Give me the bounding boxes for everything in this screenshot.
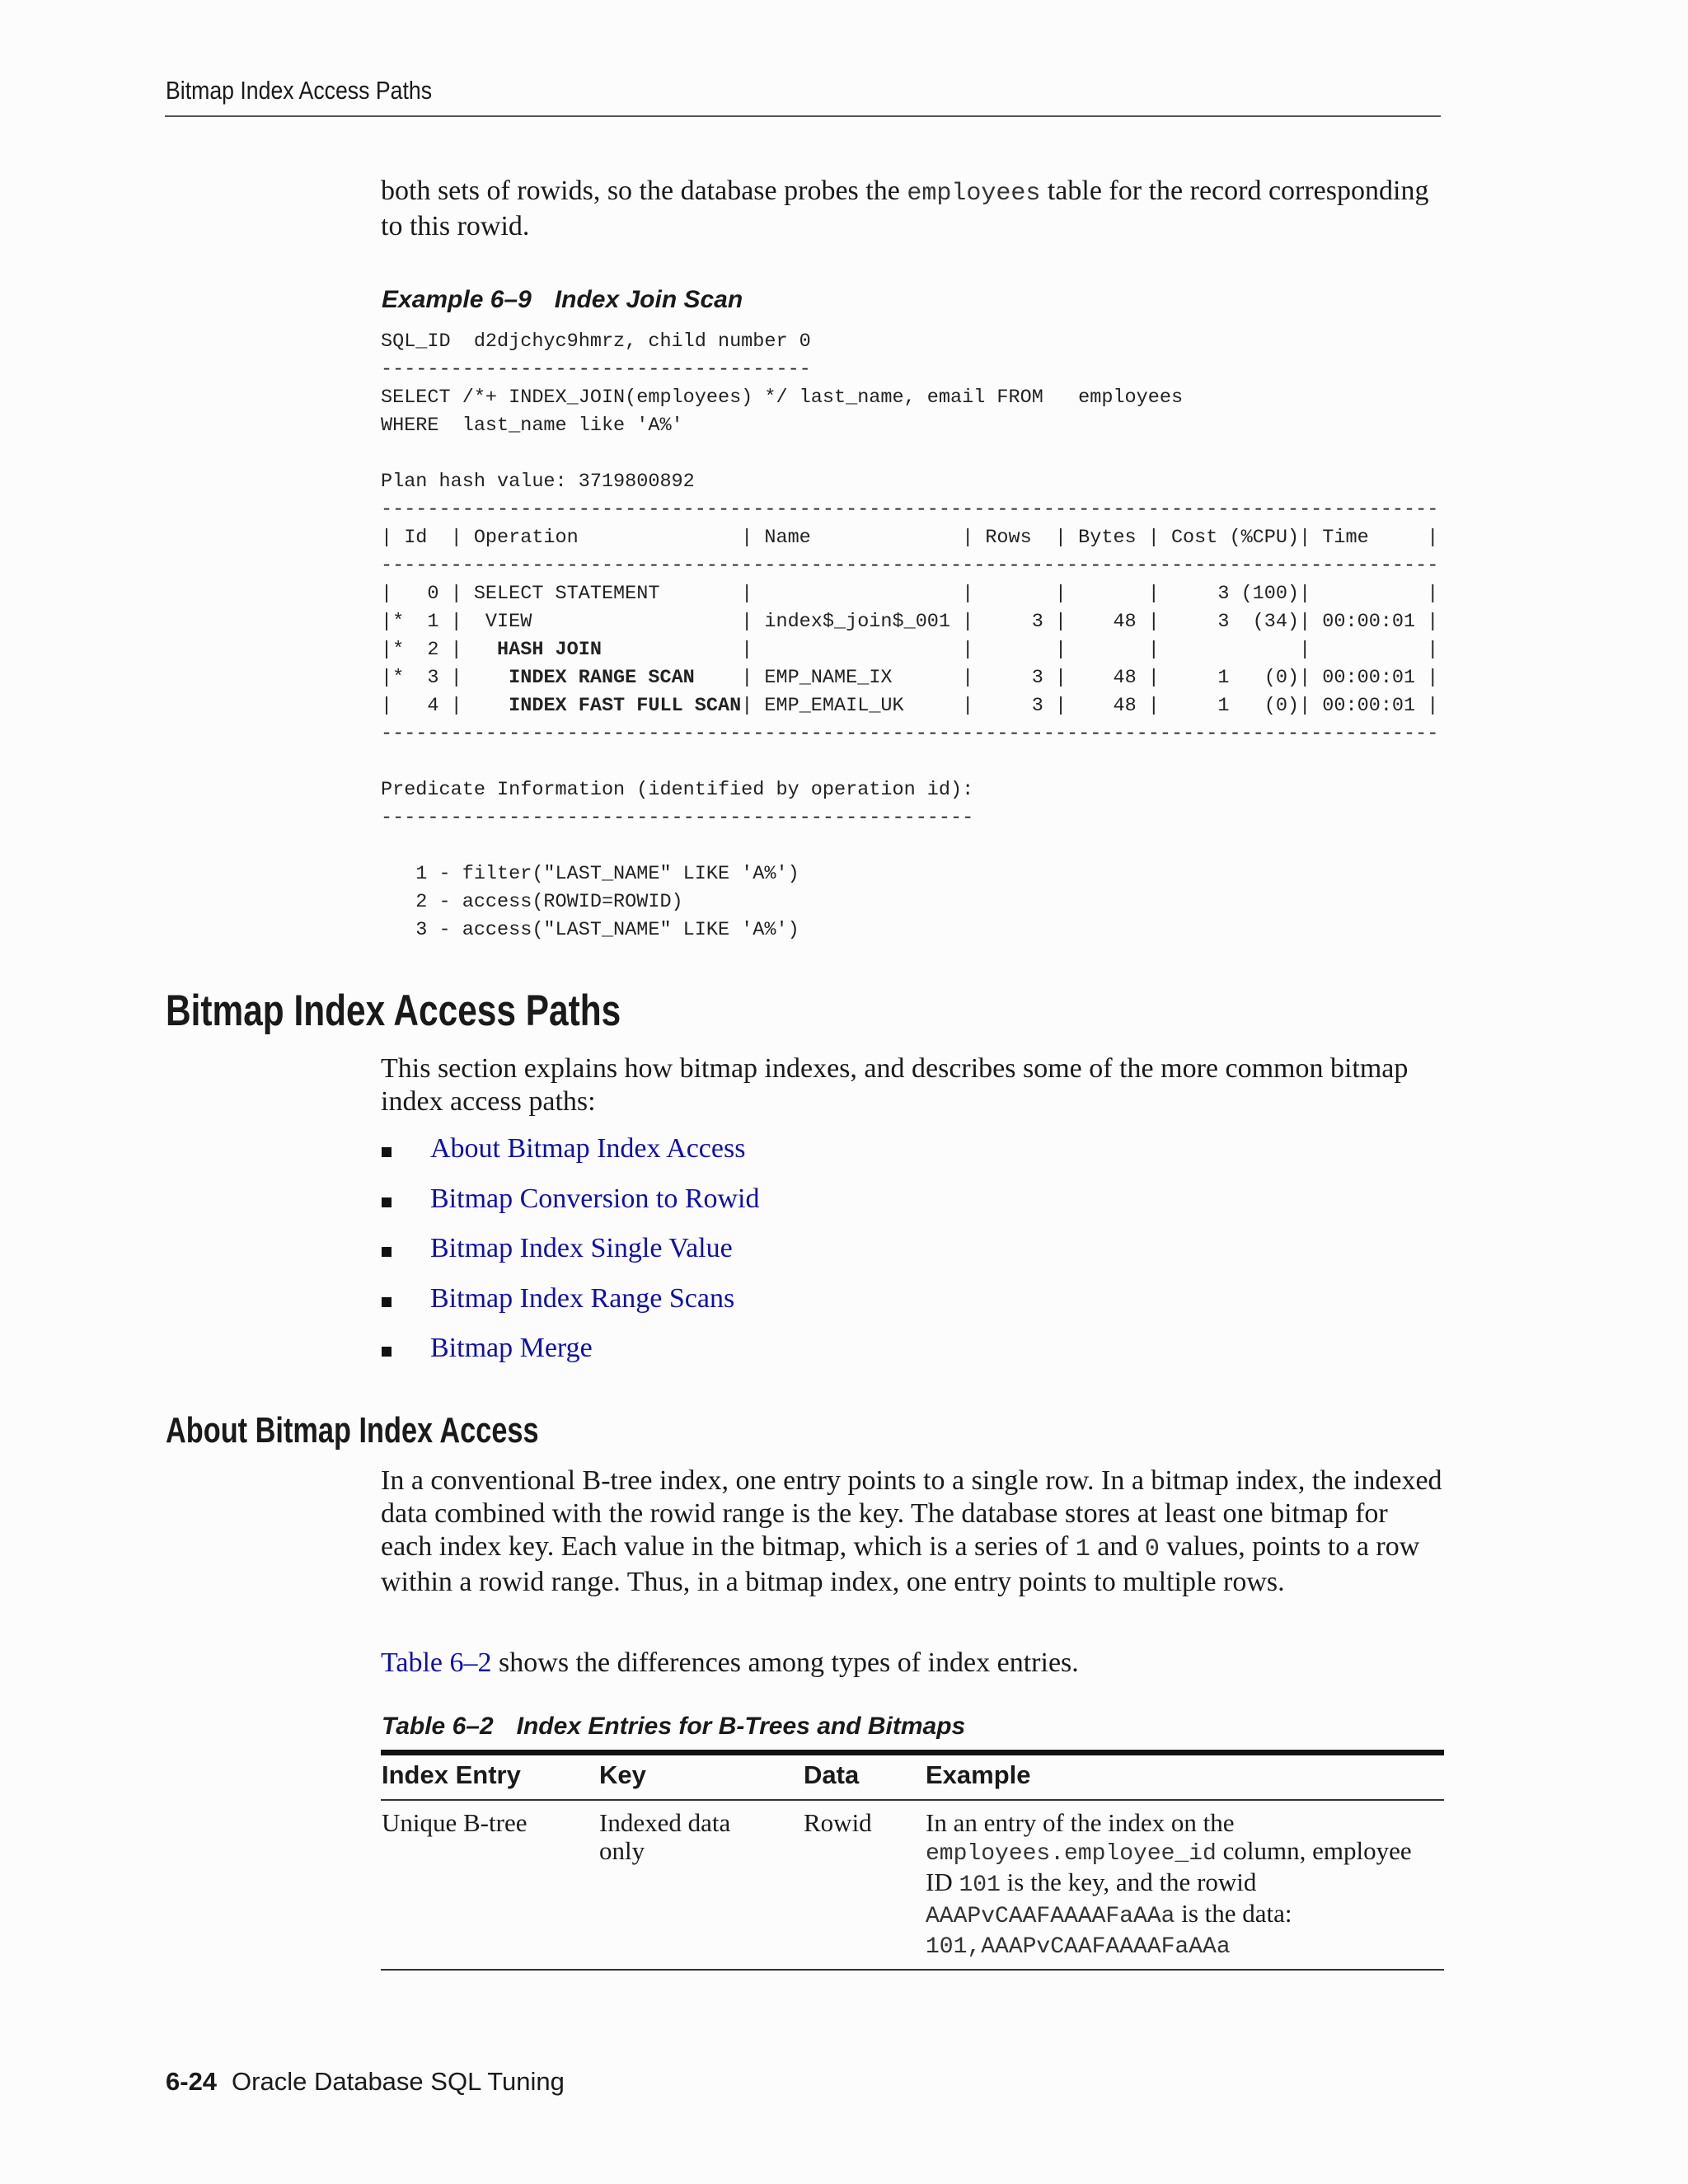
- code-line: -------------------------------------------------------------------------------------------: [381, 723, 1439, 745]
- running-header: Bitmap Index Access Paths: [166, 76, 433, 105]
- intro-text-post: table for the record corresponding to this rowid.: [381, 176, 1429, 241]
- code-line: Plan hash value: 3719800892: [381, 471, 695, 493]
- code-line: |* 3 | INDEX RANGE SCAN | EMP_NAME_IX | 3 | 48 | 1 (0)| 00:00:01 |: [381, 667, 1439, 689]
- example-text-post: is the data:: [1175, 1899, 1292, 1928]
- intro-text-pre: both sets of rowids, so the database probes the: [381, 176, 907, 206]
- table-cell-data: Rowid: [804, 1808, 872, 1837]
- code-line: SQL_ID d2djchyc9hmrz, child number 0: [381, 330, 811, 353]
- bullet-marker: [382, 1147, 392, 1157]
- intro-paragraph: [381, 175, 1436, 243]
- table-reference-line: [381, 1647, 1079, 1680]
- code-listing: [381, 328, 1438, 944]
- table-title: [382, 1713, 965, 1741]
- example-code-column: employees.employee_id: [926, 1841, 1217, 1867]
- table-cell-example: [926, 1809, 1428, 1931]
- table-reference-text: shows the differences among types of index entries.: [491, 1647, 1079, 1678]
- table-header-example: Example: [926, 1760, 1031, 1789]
- book-title: Oracle Database SQL Tuning: [232, 2067, 565, 2096]
- table-top-rule: [381, 1750, 1444, 1755]
- code-line: [381, 440, 1438, 468]
- code-line: ---------------------------------------------------: [381, 807, 974, 829]
- example-text-mid1: column, employee ID: [926, 1836, 1412, 1896]
- code-line: -------------------------------------------------------------------------------------------: [381, 499, 1439, 521]
- link-about-bitmap-index-access[interactable]: About Bitmap Index Access: [430, 1133, 746, 1164]
- subsection-paragraph: [381, 1465, 1444, 1599]
- example-text-pre: In an entry of the index on the: [926, 1808, 1235, 1837]
- table-header-key: Key: [599, 1760, 646, 1789]
- page-number: 6-24: [166, 2067, 218, 2096]
- page-footer: [166, 2067, 565, 2097]
- example-title: [382, 286, 743, 314]
- code-line: [381, 832, 1438, 860]
- code-line: |* 2 | HASH JOIN | | | | | |: [381, 639, 1439, 661]
- table-cell-entry: Unique B-tree: [382, 1808, 528, 1837]
- table-header-rule: [381, 1799, 1444, 1801]
- code-operation-bold: INDEX RANGE SCAN: [509, 667, 695, 689]
- bullet-marker: [382, 1347, 392, 1357]
- code-line: | 4 | INDEX FAST FULL SCAN| EMP_EMAIL_UK | 3 | 48 | 1 (0)| 00:00:01 |: [381, 695, 1439, 717]
- table-header-data: Data: [804, 1760, 860, 1789]
- code-line: SELECT /*+ INDEX_JOIN(employees) */ last_name, email FROM employees: [381, 387, 1184, 409]
- table-bottom-rule: [381, 1969, 1444, 1971]
- para-text-pre: In a conventional B-tree index, one entry points to a single row. In a bitmap index, the indexed data combined with the rowid range is the key. The database stores at least one bitmap for each index key. Each value in the bitmap, which is a series of: [381, 1465, 1442, 1562]
- para-code-zero: 0: [1144, 1535, 1160, 1563]
- code-line: 3 - access("LAST_NAME" LIKE 'A%'): [381, 919, 799, 941]
- table-cell-example-sample: 101,AAAPvCAAFAAAAFaAAa: [926, 1934, 1231, 1960]
- code-line: [381, 748, 1438, 776]
- table-header-index-entry: Index Entry: [382, 1760, 521, 1789]
- code-line: 2 - access(ROWID=ROWID): [381, 891, 683, 913]
- link-bitmap-index-range-scans[interactable]: Bitmap Index Range Scans: [430, 1283, 735, 1314]
- code-line: -------------------------------------------------------------------------------------------: [381, 555, 1439, 577]
- code-line: Predicate Information (identified by operation id):: [381, 779, 974, 801]
- code-line: WHERE last_name like 'A%': [381, 415, 683, 437]
- table-cell-key: Indexed data only: [599, 1808, 731, 1865]
- bullet-marker: [382, 1197, 392, 1207]
- code-line: | Id | Operation | Name | Rows | Bytes | Cost (%CPU)| Time |: [381, 527, 1439, 549]
- code-operation-bold: HASH JOIN: [497, 639, 602, 661]
- code-line: | 0 | SELECT STATEMENT | | | | 3 (100)| |: [381, 583, 1439, 605]
- example-label: Example 6–9: [382, 286, 532, 313]
- para-code-one: 1: [1075, 1535, 1090, 1563]
- intro-code: employees: [907, 180, 1041, 208]
- code-line: -------------------------------------: [381, 359, 811, 381]
- code-operation-bold: INDEX FAST FULL SCAN: [509, 695, 742, 717]
- code-line: 1 - filter("LAST_NAME" LIKE 'A%'): [381, 863, 799, 885]
- example-title-text: Index Join Scan: [554, 286, 743, 313]
- para-text-mid: and: [1090, 1531, 1145, 1562]
- link-table-6-2[interactable]: Table 6–2: [381, 1647, 492, 1678]
- section-intro: This section explains how bitmap indexes, and describes some of the more common bitmap index access paths:: [381, 1053, 1409, 1117]
- example-code-rowid: AAAPvCAAFAAAAFaAAa: [926, 1904, 1175, 1929]
- link-bitmap-merge[interactable]: Bitmap Merge: [430, 1333, 593, 1363]
- link-bitmap-index-single-value[interactable]: Bitmap Index Single Value: [430, 1233, 733, 1263]
- bullet-marker: [382, 1247, 392, 1257]
- example-code-id: 101: [959, 1872, 1001, 1898]
- table-title-text: Index Entries for B-Trees and Bitmaps: [516, 1713, 966, 1740]
- example-text-mid2: is the key, and the rowid: [1000, 1868, 1257, 1896]
- code-line: |* 1 | VIEW | index$_join$_001 | 3 | 48 | 3 (34)| 00:00:01 |: [381, 611, 1439, 633]
- para-text-post: values, points to a row within a rowid range. Thus, in a bitmap index, one entry points to multiple rows.: [381, 1531, 1420, 1597]
- link-bitmap-conversion-to-rowid[interactable]: Bitmap Conversion to Rowid: [430, 1183, 760, 1214]
- section-heading: Bitmap Index Access Paths: [166, 987, 621, 1035]
- table-label: Table 6–2: [382, 1713, 494, 1740]
- header-rule: [165, 115, 1441, 117]
- subsection-heading: About Bitmap Index Access: [166, 1410, 539, 1451]
- bullet-marker: [382, 1297, 392, 1307]
